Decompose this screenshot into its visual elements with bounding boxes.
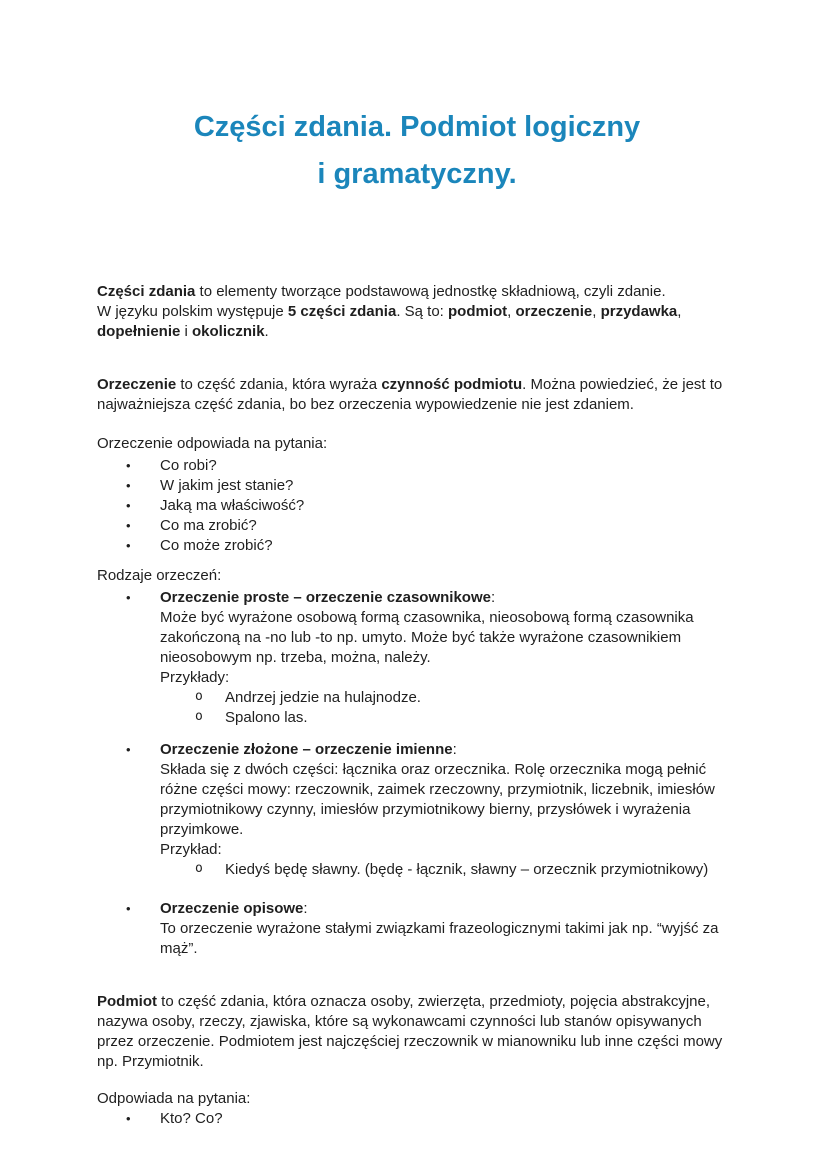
- bullet-disc-marker: •: [126, 742, 131, 757]
- paragraph: [97, 566, 737, 586]
- title-line-2: i gramatyczny.: [317, 158, 517, 190]
- text-run-group: Co robi?: [160, 457, 217, 474]
- bullet-disc-marker: •: [126, 538, 131, 553]
- bullet-disc-marker: •: [126, 518, 131, 533]
- text-run-group: Orzeczenie odpowiada na pytania:: [97, 435, 328, 452]
- sub-bullet-item: [97, 688, 737, 708]
- text-run-group: Andrzej jedzie na hulajnodze.: [225, 689, 421, 706]
- text-run-group: Spalono las.: [225, 709, 308, 726]
- paragraph: [97, 992, 737, 1072]
- bullet-item: [97, 516, 737, 536]
- text-run-group: Odpowiada na pytania:: [97, 1090, 251, 1107]
- text-run-group: Kiedyś będę sławny. (będę - łącznik, sławny – orzecznik przymiotnikowy): [225, 861, 709, 878]
- paragraph: [97, 282, 737, 342]
- document-body: [97, 282, 737, 1129]
- text-run-group: Orzeczenie to część zdania, która wyraża czynność podmiotu. Można powiedzieć, że jest to najważniejsza część zdania, bo bez orzeczenia wypowiedzenie nie jest zdaniem.: [97, 376, 723, 413]
- title-line-1: Części zdania. Podmiot logiczny: [193, 111, 641, 143]
- bullet-disc-marker: •: [126, 498, 131, 513]
- bullet-item: [97, 740, 737, 860]
- bullet-item: [97, 456, 737, 476]
- sub-bullet-item: [97, 860, 737, 880]
- text-run-group: Orzeczenie proste – orzeczenie czasownikowe: Może być wyrażone osobową formą czasownika, nieosobową formą czasownika zakończoną na -no lub -to np. umyto. Może być także wyrażone czasownikiem nieosobowym np. trzeba, można, należy. Przykłady:: [160, 589, 694, 686]
- text-run-group: Orzeczenie opisowe: To orzeczenie wyrażone stałymi związkami frazeologicznymi takimi jak np. “wyjść za mąż”.: [160, 900, 719, 957]
- bullet-item: [97, 1109, 737, 1129]
- text-run-group: Jaką ma właściwość?: [160, 497, 305, 514]
- bullet-disc-marker: •: [126, 478, 131, 493]
- text-run-group: Kto? Co?: [160, 1110, 223, 1127]
- paragraph: [97, 375, 737, 415]
- text-run-group: Części zdania to elementy tworzące podstawową jednostkę składniową, czyli zdanie. W języku polskim występuje 5 części zdania. Są to: podmiot, orzeczenie, przydawka, dopełnienie i okolicznik.: [97, 283, 682, 340]
- text-run-group: Rodzaje orzeczeń:: [97, 567, 222, 584]
- text-run-group: W jakim jest stanie?: [160, 477, 294, 494]
- bullet-disc-marker: •: [126, 901, 131, 916]
- bullet-item: [97, 588, 737, 688]
- bullet-circle-marker: o: [195, 709, 203, 724]
- text-run-group: Podmiot to część zdania, która oznacza osoby, zwierzęta, przedmioty, pojęcia abstrakcyjne, nazywa osoby, rzeczy, zjawiska, które są wykonawcami czynności lub stanów opisywanych przez orzeczenie. Podmiotem jest najczęściej rzeczownik w mianowniku lub inne części mowy np. Przymiotnik.: [97, 993, 723, 1070]
- bullet-circle-marker: o: [195, 689, 203, 704]
- paragraph: [97, 1089, 737, 1109]
- document-title: [97, 104, 737, 198]
- text-run-group: Co może zrobić?: [160, 537, 273, 554]
- bullet-item: [97, 899, 737, 959]
- bullet-item: [97, 496, 737, 516]
- bullet-item: [97, 536, 737, 556]
- bullet-disc-marker: •: [126, 1111, 131, 1126]
- bullet-item: [97, 476, 737, 496]
- sub-bullet-item: [97, 708, 737, 728]
- bullet-circle-marker: o: [195, 861, 203, 876]
- bullet-disc-marker: •: [126, 590, 131, 605]
- bullet-disc-marker: •: [126, 458, 131, 473]
- text-run-group: Co ma zrobić?: [160, 517, 257, 534]
- paragraph: [97, 434, 737, 454]
- text-run-group: Orzeczenie złożone – orzeczenie imienne: Składa się z dwóch części: łącznika oraz orzecznika. Rolę orzecznika mogą pełnić różne części mowy: rzeczownik, zaimek rzeczowny, przymiotnik, liczebnik, imiesłów przymiotnikowy czynny, imiesłów przymiotnikowy bierny, przysłówek i wyrażenia przyimkowe. Przykład:: [160, 741, 715, 858]
